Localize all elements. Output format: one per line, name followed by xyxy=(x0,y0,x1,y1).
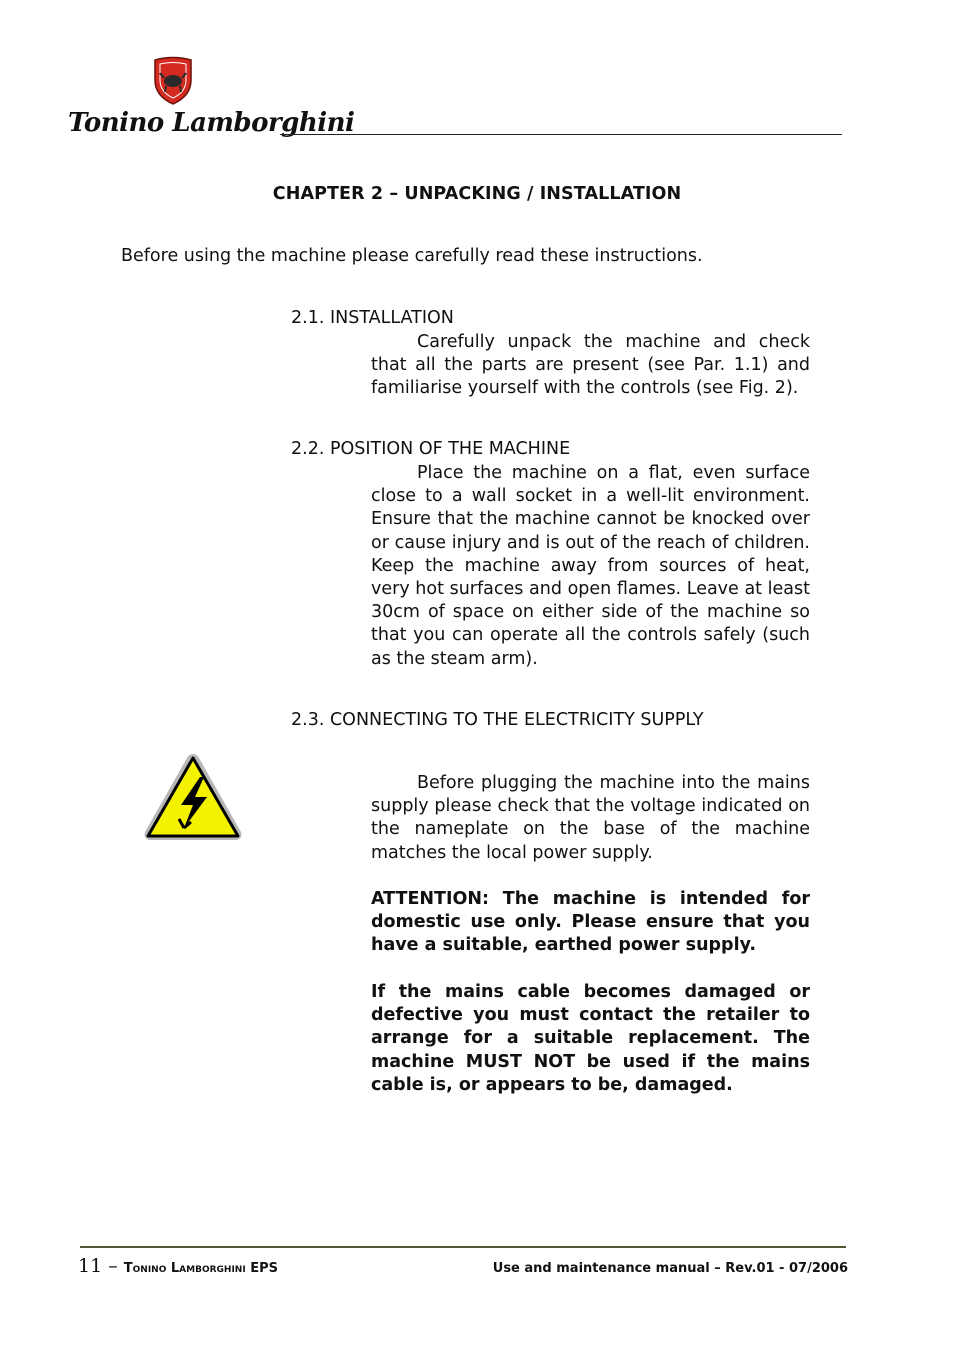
paragraph-text: Before plugging the machine into the mains supply please check that the voltage indicated on the nameplate on the base of the machine matches the local power supply. xyxy=(371,773,810,863)
footer-page-info xyxy=(78,1255,278,1277)
section-heading-electricity: 2.3. CONNECTING TO THE ELECTRICITY SUPPLY xyxy=(291,710,704,730)
header-rule xyxy=(280,134,842,135)
footer-manual-revision: Use and maintenance manual – Rev.01 - 07/2006 xyxy=(492,1261,848,1276)
section-paragraph-position xyxy=(371,462,810,671)
footer-brand: Tonino Lamborghini EPS xyxy=(123,1261,278,1276)
section-heading-position: 2.2. POSITION OF THE MACHINE xyxy=(291,439,571,459)
footer-rule xyxy=(80,1246,846,1248)
brand-script: Tonino Lamborghini xyxy=(68,108,355,138)
attention-notice: ATTENTION: The machine is intended for domestic use only. Please ensure that you have a suitable, earthed power supply. xyxy=(371,889,810,956)
section-paragraph-electricity xyxy=(371,772,810,865)
section-heading-installation: 2.1. INSTALLATION xyxy=(291,308,454,328)
high-voltage-warning-icon xyxy=(141,750,245,844)
paragraph-text: Carefully unpack the machine and check that all the parts are present (see Par. 1.1) and familiarise yourself with the controls (see Fig. 2). xyxy=(371,332,810,399)
bull-shield-icon xyxy=(152,56,194,106)
brand-logo xyxy=(68,54,844,146)
section-paragraph-installation xyxy=(371,331,810,401)
cable-warning-notice: If the mains cable becomes damaged or defective you must contact the retailer to arrange for a suitable replacement. The machine MUST NOT be used if the mains cable is, or appears to be, damaged. xyxy=(371,982,810,1095)
chapter-title: CHAPTER 2 – UNPACKING / INSTALLATION xyxy=(272,184,682,204)
paragraph-text: Place the machine on a flat, even surface close to a wall socket in a well-lit environment. Ensure that the machine cannot be knocked over or cause injury and is out of the reach of children. Keep the machine away from sources of heat, very hot surfaces and open flames. Leave at least 30cm of space on either side of the machine so that you can operate all the controls safely (such as the steam arm). xyxy=(371,463,810,669)
intro-text: Before using the machine please carefully read these instructions. xyxy=(121,246,703,266)
page-number: 11 – xyxy=(78,1255,118,1277)
